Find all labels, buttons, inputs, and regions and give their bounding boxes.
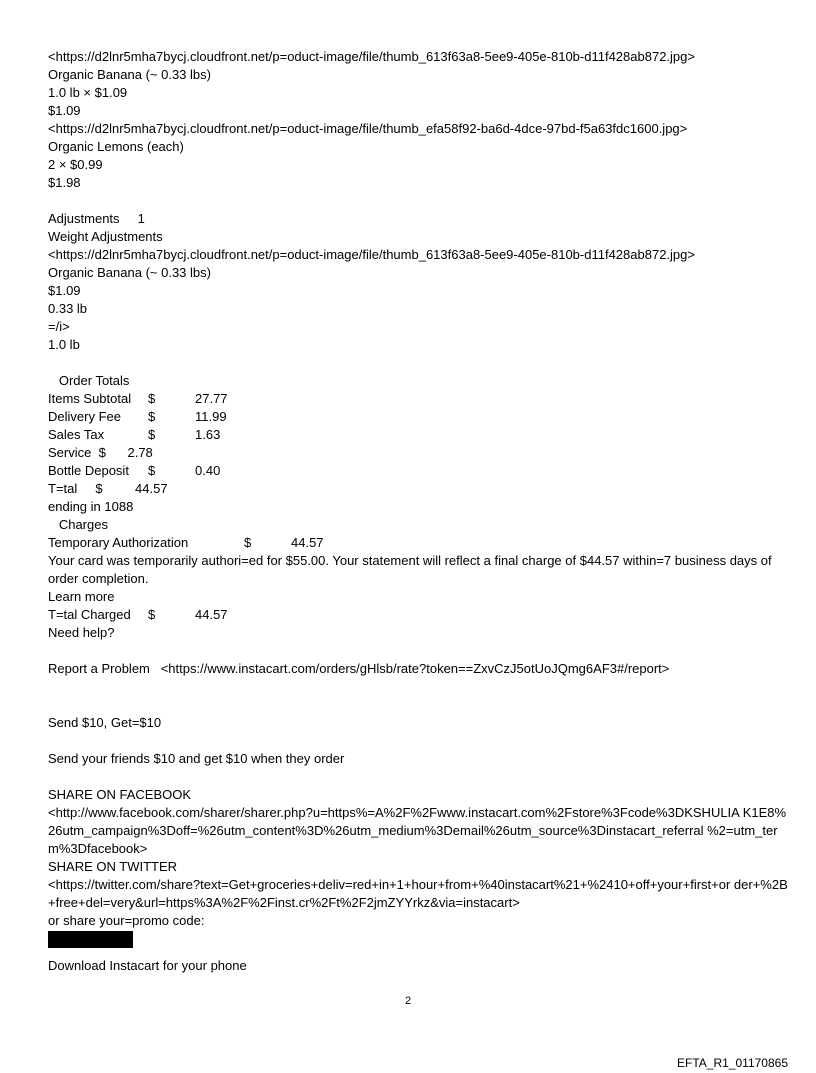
item-price: $1.09 [48,103,81,118]
order-totals-heading: Order Totals [48,373,130,388]
card-ending: ending in 1088 [48,499,134,514]
spacer [48,642,788,660]
service-fee-row: Service $ 2.78 [48,445,153,460]
spacer [48,948,788,957]
charges-heading: Charges [48,517,108,532]
currency-symbol: $ [244,535,252,550]
report-problem-link[interactable]: Report a Problem <https://www.instacart.com/orders/gHlsb/rate?token==ZxvCzJ5otUoJQmg6AF3#/report> [48,661,670,676]
adjusted-weight: 1.0 lb [48,337,80,352]
currency-symbol: $ [148,409,156,424]
share-twitter-label[interactable]: SHARE ON TWITTER [48,859,178,874]
referral-body: Send your friends $10 and get $10 when they order [48,751,345,766]
item-quantity: 1.0 lb × $1.09 [48,85,128,100]
item-image-link[interactable]: <https://d2lnr5mha7bycj.cloudfront.net/p=oduct-image/file/thumb_efa58f92-ba6d-4dce-97bd-f5a63fdc1600.jpg> [48,121,688,136]
currency-symbol: $ [148,427,156,442]
item-image-link[interactable]: <https://d2lnr5mha7bycj.cloudfront.net/p=oduct-image/file/thumb_613f63a8-5ee9-405e-810b-d11f428ab872.jpg> [48,49,695,64]
currency-symbol: $ [148,463,156,478]
item-name: Organic Banana (~ 0.33 lbs) [48,67,211,82]
sales-tax-row [48,426,788,444]
item-image-link[interactable]: <https://d2lnr5mha7bycj.cloudfront.net/p=oduct-image/file/thumb_613f63a8-5ee9-405e-810b-d11f428ab872.jpg> [48,247,695,262]
item-price: $1.98 [48,175,81,190]
arrow-glyph: =/i> [48,319,70,334]
learn-more-link[interactable]: Learn more [48,589,115,604]
bottle-deposit-row [48,462,788,480]
temporary-authorization-value: 44.57 [291,535,324,550]
email-body [48,48,788,975]
promo-code-label: or share your=promo code: [48,913,205,928]
spacer [48,705,788,714]
delivery-fee-value: 11.99 [195,409,227,424]
need-help-link[interactable]: Need help? [48,625,115,640]
referral-title: Send $10, Get=$10 [48,715,162,730]
spacer [48,192,788,210]
adjustments-heading: Adjustments 1 [48,211,145,226]
item-name: Organic Banana (~ 0.33 lbs) [48,265,211,280]
temporary-authorization-row [48,534,788,552]
total-charged-label: T=tal Charged [48,607,131,622]
item-name: Organic Lemons (each) [48,139,184,154]
temporary-authorization-label: Temporary Authorization [48,535,189,550]
spacer [48,768,788,786]
share-facebook-link[interactable]: <http://www.facebook.com/sharer/sharer.php?u=https%=A%2F%2Fwww.instacart.com%2Fstore%3Fcode%3DKSHULIA K1E8%26utm_campaign%3Doff=%26utm_content%3D%26utm_medium%3Demail%26utm_source%3Dinstacart_referral %2=utm_term%3Dfacebook> [48,805,787,856]
bates-number: EFTA_R1_01170865 [677,1056,788,1070]
total-row: T=tal $ 44.57 [48,481,168,496]
currency-symbol: $ [148,391,156,406]
page-number: 2 [404,995,412,1007]
share-facebook-label[interactable]: SHARE ON FACEBOOK [48,787,192,802]
spacer [48,732,788,750]
delivery-fee-label: Delivery Fee [48,409,121,424]
item-price: $1.09 [48,283,81,298]
total-charged-row [48,606,788,624]
authorization-note: Your card was temporarily authori=ed for $55.00. Your statement will reflect a final charge of $44.57 within=7 business days of order completion. [48,553,772,586]
delivery-fee-row [48,408,788,426]
redaction-box [48,931,133,948]
share-twitter-link[interactable]: <https://twitter.com/share?text=Get+groceries+deliv=red+in+1+hour+from+%40instacart%21+%2410+off+your+first+or der+%2B+free+del=very&url=https%3A%2F%2Finst.cr%2Ft%2F2jmZYYrkz&via=instacart> [48,877,788,910]
bottle-deposit-value: 0.40 [195,463,221,478]
subtotal-label: Items Subtotal [48,391,132,406]
item-quantity: 2 × $0.99 [48,157,103,172]
sales-tax-value: 1.63 [195,427,221,442]
total-charged-value: 44.57 [195,607,228,622]
sales-tax-label: Sales Tax [48,427,105,442]
original-weight: 0.33 lb [48,301,88,316]
subtotal-row [48,390,788,408]
weight-adjustments-label: Weight Adjustments [48,229,163,244]
spacer [48,696,788,705]
spacer [48,354,788,372]
download-app-link[interactable]: Download Instacart for your phone [48,958,247,973]
spacer [48,678,788,696]
bottle-deposit-label: Bottle Deposit [48,463,129,478]
subtotal-value: 27.77 [195,391,228,406]
currency-symbol: $ [148,607,156,622]
